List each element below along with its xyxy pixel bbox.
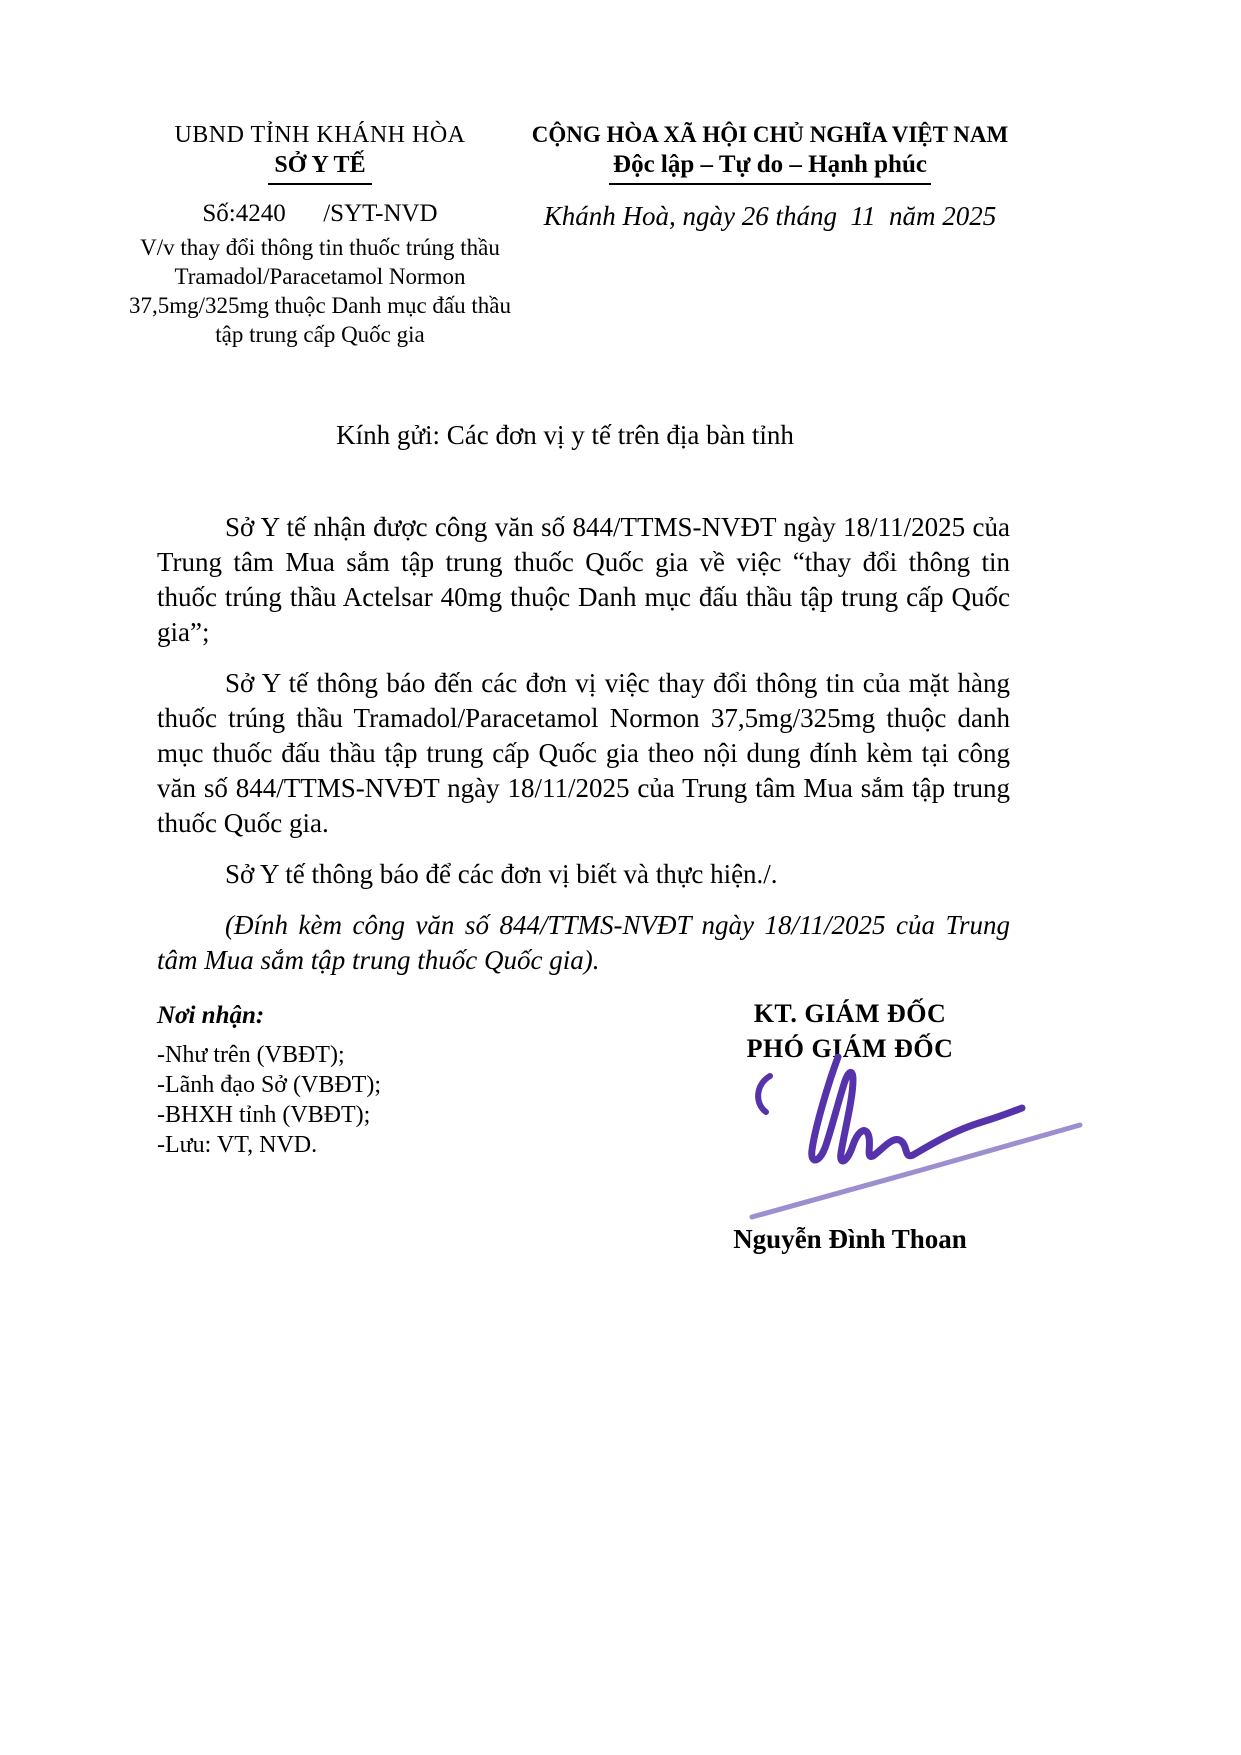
document-number: Số:4240 /SYT-NVD — [202, 200, 438, 227]
signer-title-position: PHÓ GIÁM ĐỐC — [746, 1034, 954, 1063]
issuing-org-name — [120, 150, 520, 185]
body-paragraph: Sở Y tế thông báo đến các đơn vị việc thay đổi thông tin của mặt hàng thuốc trúng thầu Tramadol/Paracetamol Normon 37,5mg/325mg thuộc danh mục thuốc đấu thầu tập trung cấp Quốc gia theo nội dung đính kèm tại công văn số 844/TTMS-NVĐT ngày 18/11/2025 của Trung tâm Mua sắm tập trung thuốc Quốc gia. — [157, 668, 1010, 838]
attachment-note-paragraph: (Đính kèm công văn số 844/TTMS-NVĐT ngày 18/11/2025 của Trung tâm Mua sắm tập trung thuốc Quốc gia). — [157, 910, 1010, 975]
handwritten-signature-image — [660, 1054, 1090, 1226]
national-header-block — [530, 120, 1010, 349]
signature-block — [650, 996, 1050, 1255]
signer-name: Nguyễn Đình Thoan — [733, 1224, 967, 1254]
subject-line: tập trung cấp Quốc gia — [215, 322, 425, 347]
body-paragraph: Sở Y tế nhận được công văn số 844/TTMS-NVĐT ngày 18/11/2025 của Trung tâm Mua sắm tập trung thuốc Quốc gia về việc “thay đổi thông tin thuốc trúng thầu Actelsar 40mg thuộc Danh mục đấu thầu tập trung cấp Quốc gia”; — [157, 512, 1010, 647]
subject-line: 37,5mg/325mg thuộc Danh mục đấu thầu — [129, 293, 511, 318]
place-date-line: Khánh Hoà, ngày 26 tháng 11 năm 2025 — [543, 201, 997, 231]
national-motto — [530, 150, 1010, 185]
national-name: CỘNG HÒA XÃ HỘI CHỦ NGHĨA VIỆT NAM — [531, 122, 1009, 147]
issuing-org-parent: UBND TỈNH KHÁNH HÒA — [174, 122, 466, 148]
recipient-item: -BHXH tỉnh (VBĐT); — [157, 1102, 371, 1128]
document-subject — [120, 233, 520, 349]
subject-line: Tramadol/Paracetamol Normon — [174, 264, 466, 289]
signer-title-kt: KT. GIÁM ĐỐC — [753, 999, 947, 1028]
issuing-org-name-text: SỞ Y TẾ — [268, 150, 371, 185]
subject-line: V/v thay đổi thông tin thuốc trúng thầu — [140, 235, 500, 260]
recipient-item: -Như trên (VBĐT); — [157, 1042, 345, 1068]
signature-svg — [660, 1054, 1090, 1226]
recipient-item: -Lưu: VT, NVD. — [157, 1132, 318, 1158]
document-header — [120, 120, 1010, 349]
salutation: Kính gửi: Các đơn vị y tế trên địa bàn tỉnh — [336, 420, 794, 450]
national-motto-text: Độc lập – Tự do – Hạnh phúc — [609, 150, 931, 185]
recipients-label: Nơi nhận: — [157, 1002, 265, 1029]
body-paragraph: Sở Y tế thông báo để các đơn vị biết và thực hiện./. — [225, 859, 778, 889]
issuing-agency-block — [120, 120, 520, 349]
recipient-item: -Lãnh đạo Sở (VBĐT); — [157, 1072, 381, 1098]
document-body — [157, 510, 1010, 978]
document-footer — [120, 996, 1010, 1426]
recipients-block — [157, 1000, 381, 1160]
